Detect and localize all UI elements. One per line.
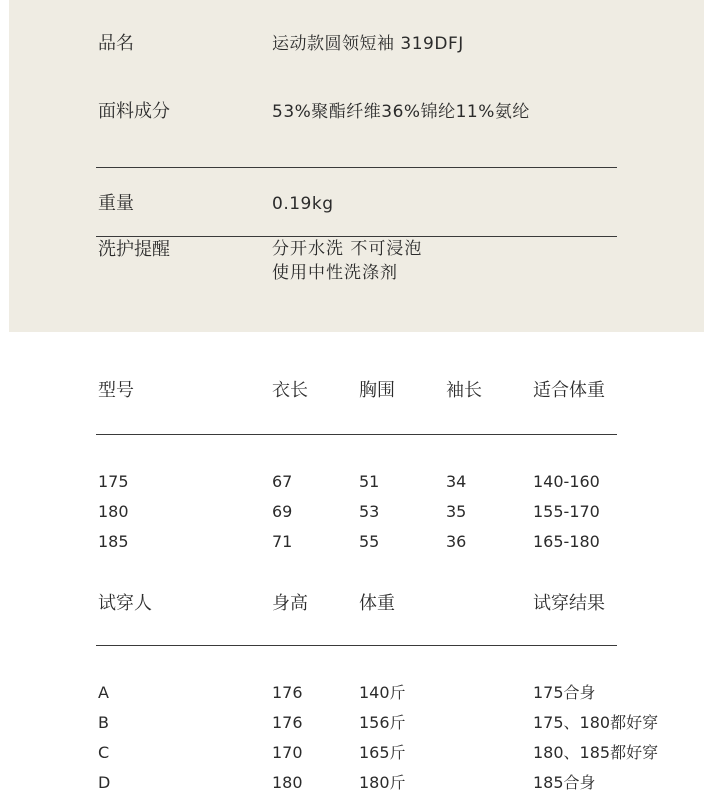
size-cell: 53 (359, 502, 380, 521)
size-cell: 69 (272, 502, 293, 521)
tryon-header-result: 试穿结果 (533, 593, 605, 614)
size-table-divider (96, 434, 617, 435)
tryon-cell: 170 (272, 743, 303, 762)
tryon-cell: 176 (272, 713, 303, 732)
care-label: 洗护提醒 (98, 239, 170, 260)
size-cell: 180 (98, 502, 129, 521)
size-cell: 175 (98, 472, 129, 491)
size-cell: 55 (359, 532, 380, 551)
tryon-header-height: 身高 (272, 593, 308, 614)
fabric-label: 面料成分 (98, 101, 170, 122)
tryon-table-divider (96, 645, 617, 646)
size-cell: 165-180 (533, 532, 600, 551)
tryon-cell: 185合身 (533, 773, 596, 792)
size-cell: 35 (446, 502, 467, 521)
tryon-header-tester: 试穿人 (98, 593, 152, 614)
tryon-cell: 180斤 (359, 773, 406, 792)
tryon-cell: 165斤 (359, 743, 406, 762)
product-name-label: 品名 (98, 33, 134, 54)
size-cell: 34 (446, 472, 467, 491)
care-line-1: 分开水洗 不可浸泡 (272, 239, 423, 259)
tryon-cell: 180 (272, 773, 303, 792)
size-header-model: 型号 (98, 380, 134, 401)
size-cell: 36 (446, 532, 467, 551)
tryon-cell: 175、180都好穿 (533, 713, 659, 732)
care-line-2: 使用中性洗涤剂 (272, 263, 398, 283)
tryon-cell: A (98, 683, 109, 702)
size-cell: 71 (272, 532, 293, 551)
fabric-value: 53%聚酯纤维36%锦纶11%氨纶 (272, 102, 530, 122)
product-name-value: 运动款圆领短袖 319DFJ (272, 34, 464, 54)
weight-value: 0.19kg (272, 194, 334, 214)
tryon-cell: B (98, 713, 109, 732)
tryon-header-weight: 体重 (359, 593, 395, 614)
tryon-cell: 175合身 (533, 683, 596, 702)
size-cell: 51 (359, 472, 380, 491)
tryon-cell: D (98, 773, 111, 792)
tryon-cell: 176 (272, 683, 303, 702)
tryon-cell: 180、185都好穿 (533, 743, 659, 762)
size-header-weight-range: 适合体重 (533, 380, 605, 401)
size-header-sleeve: 袖长 (446, 380, 482, 401)
size-cell: 140-160 (533, 472, 600, 491)
tryon-cell: 140斤 (359, 683, 406, 702)
size-header-chest: 胸围 (359, 380, 395, 401)
size-cell: 185 (98, 532, 129, 551)
tryon-cell: C (98, 743, 110, 762)
info-divider-top (96, 167, 617, 168)
size-cell: 155-170 (533, 502, 600, 521)
size-cell: 67 (272, 472, 293, 491)
weight-label: 重量 (98, 193, 134, 214)
tryon-cell: 156斤 (359, 713, 406, 732)
size-header-length: 衣长 (272, 380, 308, 401)
